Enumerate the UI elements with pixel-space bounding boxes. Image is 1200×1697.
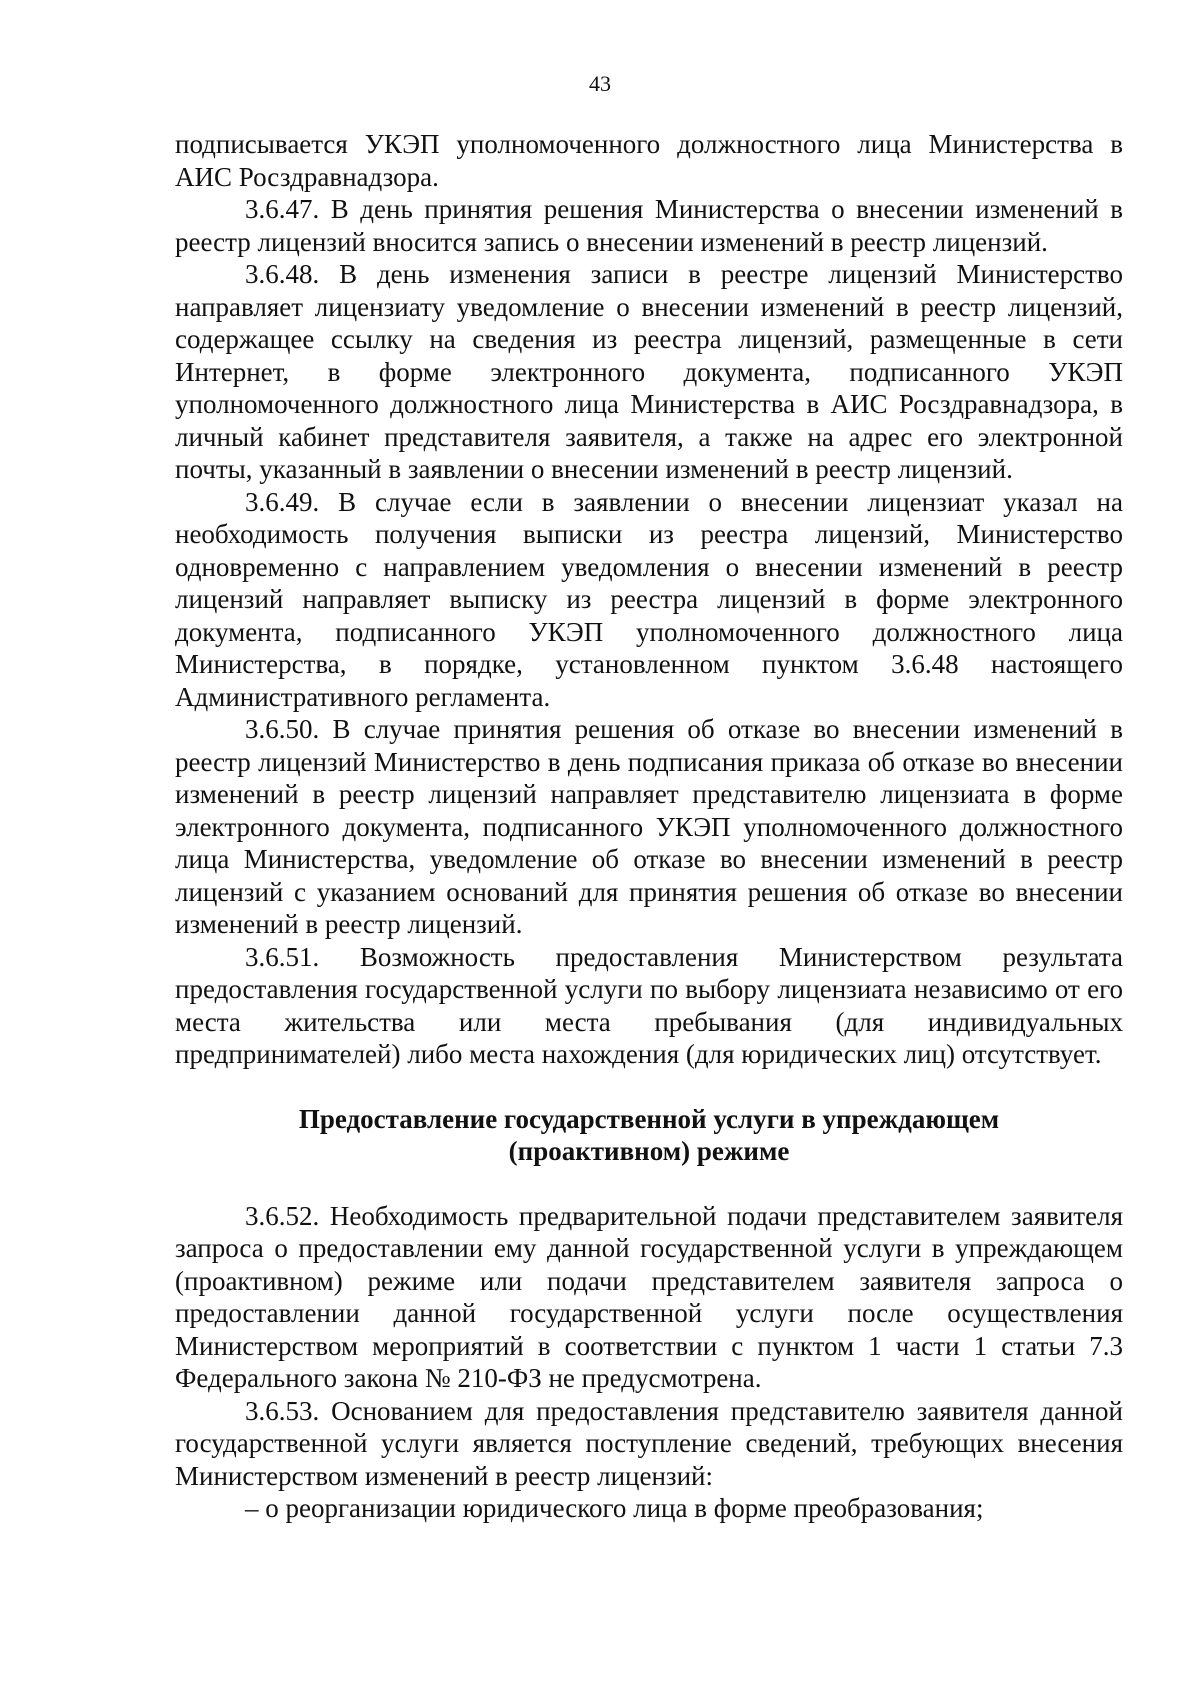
paragraph-3-6-53: 3.6.53. Основанием для предоставления представителю заявителя данной государственной услуги является поступление сведений, требующих внесения Министерством изменений в реестр лицензий: <box>175 1395 1123 1491</box>
document-body <box>175 128 1123 1525</box>
paragraph-3-6-49: 3.6.49. В случае если в заявлении о внесении лицензиат указал на необходимость получения выписки из реестра лицензий, Министерство одновременно с направлением уведомления о внесении изменений в реестр лицензий направляет выписку из реестра лицензий в форме электронного документа, подписанного УКЭП уполномоченного должностного лица Министерства, в порядке, установленном пунктом 3.6.48 настоящего Административного регламента. <box>175 486 1123 712</box>
page-number: 43 <box>589 71 611 96</box>
section-heading-line-2: (проактивном) режиме <box>508 1136 790 1166</box>
paragraph-3-6-51: 3.6.51. Возможность предоставления Министерством результата предоставления государственной услуги по выбору лицензиата независимо от его места жительства или места пребывания (для индивидуальных предпринимателей) либо места нахождения (для юридических лиц) отсутствует. <box>175 941 1123 1069</box>
section-heading <box>175 1103 1123 1168</box>
paragraph-3-6-52: 3.6.52. Необходимость предварительной подачи представителем заявителя запроса о предоставлении ему данной государственной услуги в упреждающем (проактивном) режиме или подачи представителем заявителя запроса о предоставлении данной государственной услуги после осуществления Министерством мероприятий в соответствии с пунктом 1 части 1 статьи 7.3 Федерального закона № 210-ФЗ не предусмотрена. <box>175 1200 1123 1393</box>
paragraph-3-6-48: 3.6.48. В день изменения записи в реестре лицензий Министерство направляет лицензиату уведомление о внесении изменений в реестр лицензий, содержащее ссылку на сведения из реестра лицензий, размещенные в сети Интернет, в форме электронного документа, подписанного УКЭП уполномоченного должностного лица Министерства в АИС Росздравнадзора, в личный кабинет представителя заявителя, а также на адрес его электронной почты, указанный в заявлении о внесении изменений в реестр лицензий. <box>175 259 1123 484</box>
paragraph-continuation: подписывается УКЭП уполномоченного должностного лица Министерства в АИС Росздравнадзора. <box>175 129 1123 192</box>
paragraph-3-6-50: 3.6.50. В случае принятия решения об отказе во внесении изменений в реестр лицензий Министерство в день подписания приказа об отказе во внесении изменений в реестр лицензий направляет представителю лицензиата в форме электронного документа, подписанного УКЭП уполномоченного должностного лица Министерства, уведомление об отказе во внесении изменений в реестр лицензий с указанием оснований для принятия решения об отказе во внесении изменений в реестр лицензий. <box>175 714 1123 939</box>
list-item-reorganization: – о реорганизации юридического лица в форме преобразования; <box>245 1493 984 1523</box>
paragraph-3-6-47: 3.6.47. В день принятия решения Министерства о внесении изменений в реестр лицензий вносится запись о внесении изменений в реестр лицензий. <box>175 194 1123 257</box>
section-heading-line-1: Предоставление государственной услуги в упреждающем <box>298 1103 1000 1134</box>
